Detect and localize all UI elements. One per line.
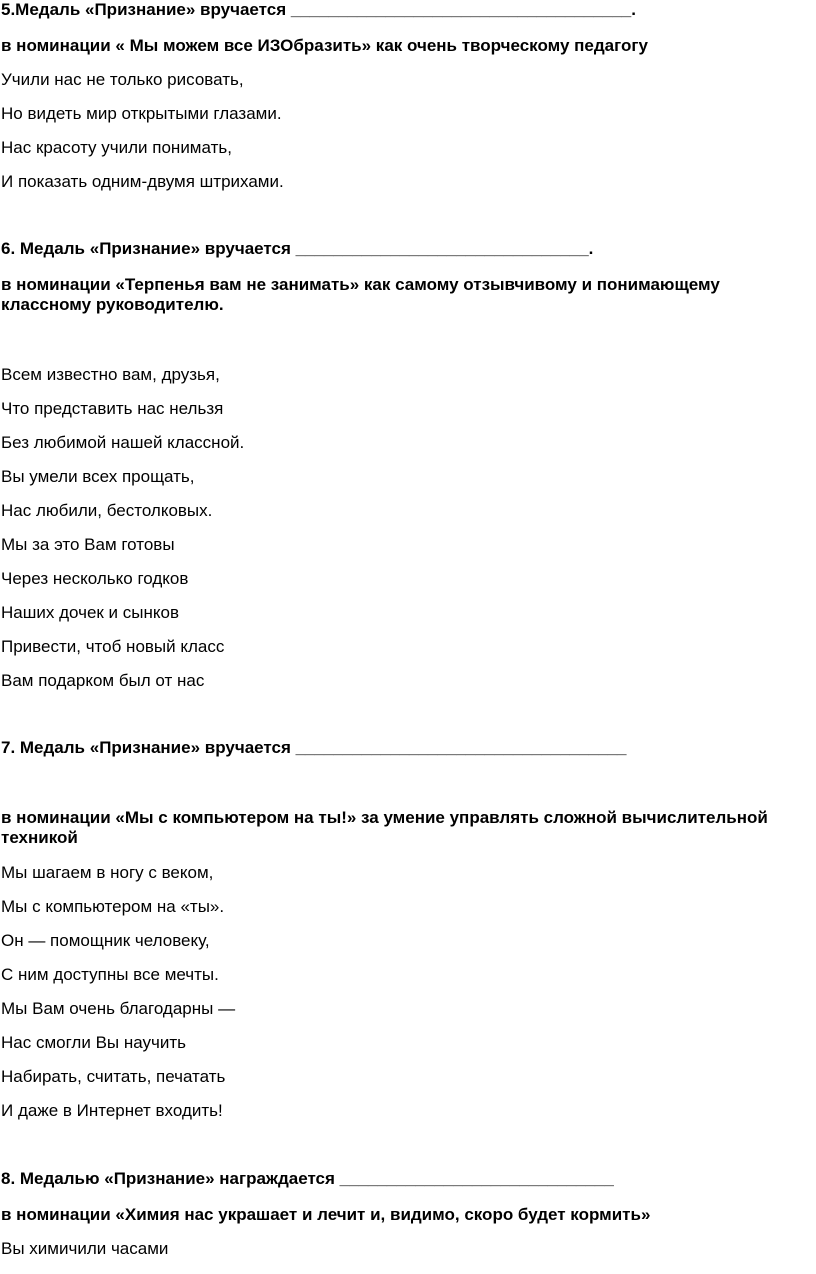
poem-line: С ним доступны все мечты. [1, 965, 219, 984]
poem-line: Мы за это Вам готовы [1, 535, 175, 554]
section-8-heading: 8. Медалью «Признание» награждается _____________________________ [1, 1169, 614, 1188]
poem-line: И даже в Интернет входить! [1, 1101, 223, 1120]
section-6-heading: 6. Медаль «Признание» вручается _______________________________. [1, 239, 594, 258]
poem-line: И показать одним-двумя штрихами. [1, 172, 284, 191]
poem-line: Мы Вам очень благодарны — [1, 999, 236, 1018]
poem-line: Наших дочек и сынков [1, 603, 180, 622]
section-7-heading: 7. Медаль «Признание» вручается ___________________________________ [1, 738, 627, 757]
poem-line: Вы химичили часами [1, 1239, 169, 1258]
section-5-nomination: в номинации « Мы можем все ИЗОбразить» как очень творческому педагогу [1, 36, 648, 55]
poem-line: Нас красоту учили понимать, [1, 138, 232, 157]
poem-line: Без любимой нашей классной. [1, 433, 245, 452]
section-5-heading: 5.Медаль «Признание» вручается ____________________________________. [1, 0, 636, 19]
poem-line: Нас любили, бестолковых. [1, 501, 213, 520]
poem-line: Привести, чтоб новый класс [1, 637, 225, 656]
poem-line: Вам подарком был от нас [1, 671, 205, 690]
poem-line: Что представить нас нельзя [1, 399, 224, 418]
poem-line: Учили нас не только рисовать, [1, 70, 244, 89]
poem-line: Мы шагаем в ногу с веком, [1, 863, 214, 882]
section-7-nomination: в номинации «Мы с компьютером на ты!» за умение управлять сложной вычислительной техникой [1, 808, 768, 847]
poem-line: Через несколько годков [1, 569, 189, 588]
poem-line: Он — помощник человеку, [1, 931, 210, 950]
poem-line: Всем известно вам, друзья, [1, 365, 220, 384]
poem-line: Нас смогли Вы научить [1, 1033, 186, 1052]
poem-line: Но видеть мир открытыми глазами. [1, 104, 282, 123]
poem-line: Вы умели всех прощать, [1, 467, 195, 486]
section-6-nomination: в номинации «Терпенья вам не занимать» как самому отзывчивому и понимающему классному руководителю. [1, 275, 720, 314]
poem-line: Мы с компьютером на «ты». [1, 897, 225, 916]
section-8-nomination: в номинации «Химия нас украшает и лечит и, видимо, скоро будет кормить» [1, 1205, 651, 1224]
poem-line: Набирать, считать, печатать [1, 1067, 226, 1086]
